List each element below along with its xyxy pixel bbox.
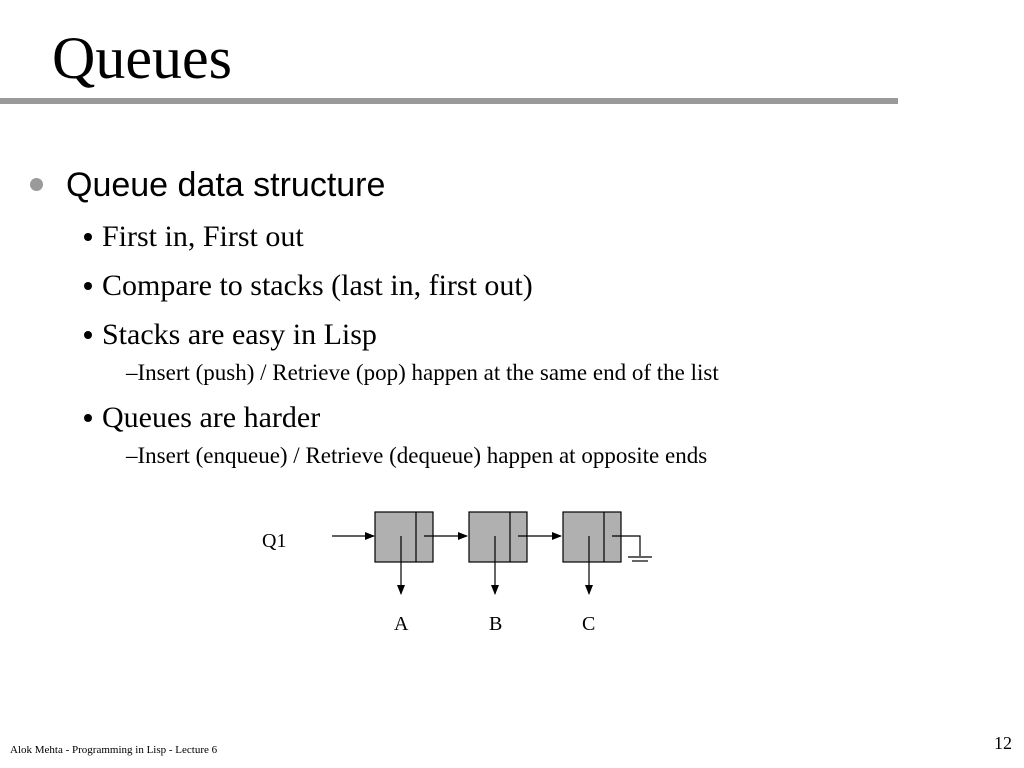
sub-bullet-text: Insert (push) / Retrieve (pop) happen at the same end of the list	[137, 360, 719, 385]
dash: –	[126, 443, 138, 468]
list-cell	[469, 512, 561, 635]
bullet-compare-stacks	[82, 269, 533, 303]
page-number: 12	[994, 733, 1012, 753]
dash: –	[126, 360, 138, 385]
bullet-stacks-easy	[82, 318, 377, 352]
linked-list-diagram	[250, 500, 670, 640]
bullet-text: Compare to stacks (last in, first out)	[102, 269, 533, 302]
node-label: A	[394, 613, 409, 635]
queue-label: Q1	[262, 530, 287, 552]
sub-bullet-enqueue-dequeue	[126, 443, 707, 469]
list-cell	[375, 512, 467, 635]
bullet-main: Queue data structure	[66, 166, 386, 204]
bullet-first-in-first-out	[82, 220, 304, 254]
bullet-text: Stacks are easy in Lisp	[102, 318, 377, 351]
bullet-dot	[84, 282, 92, 290]
title-underline	[0, 98, 898, 104]
bullet-dot	[84, 233, 92, 241]
node-label: B	[489, 613, 503, 635]
node-label: C	[582, 613, 596, 635]
bullet-text: First in, First out	[102, 220, 304, 253]
cons-cell-box	[375, 512, 433, 562]
bullet-dot	[84, 414, 92, 422]
bullet-queues-harder	[82, 401, 320, 435]
bullet-text: Queues are harder	[102, 401, 321, 434]
footer-text: Alok Mehta - Programming in Lisp - Lecture 6	[10, 744, 218, 756]
bullet-dot	[84, 331, 92, 339]
list-cell	[563, 512, 621, 635]
slide-title: Queues	[52, 25, 232, 91]
sub-bullet-push-pop	[126, 360, 719, 386]
sub-bullet-text: Insert (enqueue) / Retrieve (dequeue) happen at opposite ends	[137, 443, 708, 468]
cons-cell-box	[469, 512, 527, 562]
cons-cell-box	[563, 512, 621, 562]
bullet-dot	[30, 178, 43, 191]
